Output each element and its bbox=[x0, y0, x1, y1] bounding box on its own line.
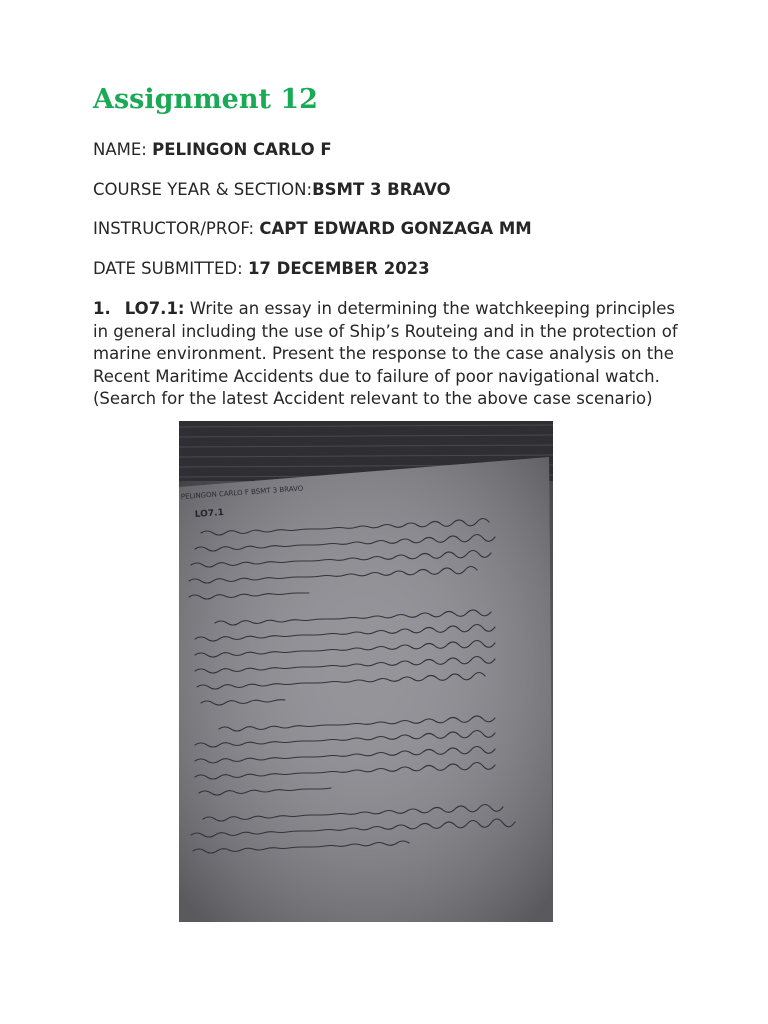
question-number: 1. bbox=[93, 299, 111, 318]
name-value: PELINGON CARLO F bbox=[152, 140, 332, 159]
photo-heading: LO7.1 bbox=[194, 507, 225, 520]
course-label: COURSE YEAR & SECTION: bbox=[93, 180, 313, 199]
instructor-label: INSTRUCTOR/PROF: bbox=[93, 219, 260, 238]
photo-header-text: PELINGON CARLO F BSMT 3 BRAVO bbox=[180, 484, 304, 501]
course-value: BSMT 3 BRAVO bbox=[312, 180, 451, 199]
date-label: DATE SUBMITTED: bbox=[93, 259, 248, 278]
name-label: NAME: bbox=[93, 140, 153, 159]
assignment-title: Assignment 12 bbox=[93, 84, 318, 115]
instructor-value: CAPT EDWARD GONZAGA MM bbox=[259, 219, 532, 238]
course-field bbox=[93, 179, 451, 201]
date-value: 17 DECEMBER 2023 bbox=[247, 259, 430, 278]
question-1 bbox=[93, 298, 683, 411]
photo-drawing bbox=[179, 421, 553, 922]
question-text: Write an essay in determining the watchkeeping principles in general including the use of Ship’s Routeing and in the protection of marine environment. Present the response to the case analysis on the Recent Maritime Accidents due to failure of poor navigational watch. (Search for the latest Accident relevant to the above case scenario) bbox=[93, 299, 678, 408]
date-field bbox=[93, 258, 430, 280]
instructor-field bbox=[93, 218, 532, 240]
handwritten-essay-photo bbox=[179, 421, 553, 922]
name-field bbox=[93, 139, 332, 161]
question-code: LO7.1: bbox=[124, 299, 185, 318]
